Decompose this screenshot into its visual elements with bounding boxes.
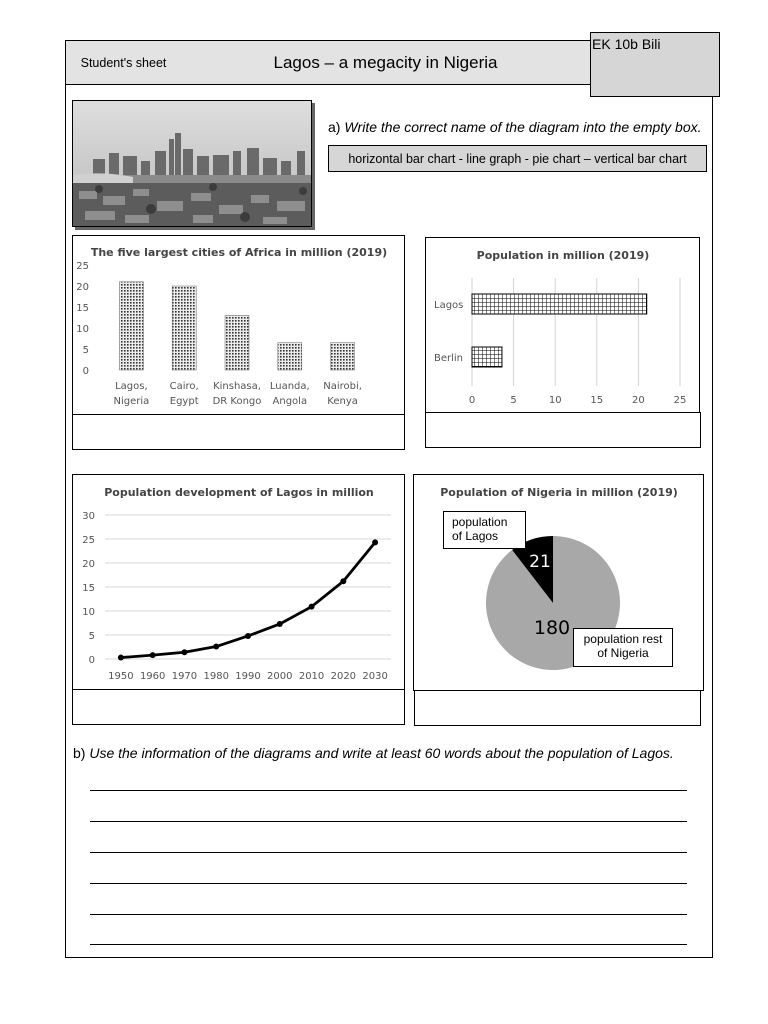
- x-tick-label: DR Kongo: [212, 396, 262, 407]
- y-tick-label: Lagos: [434, 300, 464, 311]
- x-tick-label: 1950: [108, 671, 134, 682]
- pie-label-lagos: [443, 511, 526, 549]
- y-tick-label: 0: [82, 366, 89, 377]
- x-tick-label: 1990: [235, 671, 261, 682]
- y-tick-label: 10: [76, 324, 89, 335]
- x-tick-label: Angola: [272, 396, 308, 407]
- skyline-illustration: [73, 101, 312, 227]
- horizontal-bar-chart-box: [425, 237, 700, 414]
- writing-line[interactable]: [90, 821, 687, 822]
- x-tick-label: 15: [590, 395, 604, 406]
- x-tick-label: 1960: [139, 671, 166, 682]
- bar: [278, 343, 302, 370]
- x-tick-label: Lagos,: [115, 381, 148, 392]
- x-tick-label: 25: [673, 395, 687, 406]
- y-tick-label: 15: [76, 303, 89, 314]
- line-graph-box: [72, 474, 405, 690]
- chart-title: Population of Nigeria in million (2019): [440, 486, 678, 499]
- y-tick-label: 5: [88, 631, 95, 642]
- data-point: [309, 604, 315, 610]
- data-point: [118, 655, 124, 661]
- chart-title: Population in million (2019): [476, 249, 650, 262]
- x-tick-label: 1970: [171, 671, 198, 682]
- task-b-label: b): [73, 745, 86, 761]
- data-point: [213, 644, 219, 650]
- line-graph: [73, 475, 404, 689]
- writing-line[interactable]: [90, 914, 687, 915]
- x-tick-label: Nairobi,: [323, 381, 362, 392]
- x-tick-label: Kinshasa,: [213, 381, 261, 392]
- data-point: [277, 621, 283, 627]
- y-tick-label: 0: [88, 655, 95, 666]
- x-tick-label: 2000: [267, 671, 293, 682]
- answer-box-2[interactable]: [425, 412, 701, 448]
- bar: [172, 286, 196, 370]
- task-a-text: Write the correct name of the diagram into the empty box.: [344, 119, 702, 135]
- writing-line[interactable]: [90, 852, 687, 853]
- page-title: Lagos – a megacity in Nigeria: [181, 40, 591, 85]
- y-tick-label: Berlin: [434, 353, 464, 364]
- y-tick-label: 15: [82, 583, 95, 594]
- horizontal-bar-chart: [426, 238, 699, 413]
- y-tick-label: 25: [76, 261, 89, 272]
- x-tick-label: Egypt: [169, 396, 199, 407]
- word-bank: horizontal bar chart - line graph - pie chart – vertical bar chart: [328, 145, 707, 172]
- bar: [225, 315, 249, 370]
- slice-value-label: 21: [529, 552, 551, 572]
- pie-label-lagos-text: population of Lagos: [452, 515, 508, 543]
- y-tick-label: 5: [82, 345, 89, 356]
- x-tick-label: Cairo,: [169, 381, 199, 392]
- data-point: [245, 633, 251, 639]
- answer-box-1[interactable]: [72, 414, 405, 450]
- x-tick-label: Nigeria: [113, 396, 150, 407]
- series-line: [121, 542, 375, 657]
- lagos-skyline-photo: [72, 100, 312, 227]
- x-tick-label: 2020: [330, 671, 357, 682]
- data-point: [340, 578, 346, 584]
- data-point: [150, 652, 156, 658]
- x-tick-label: 1980: [203, 671, 229, 682]
- task-a-instruction: [328, 119, 702, 135]
- data-point: [181, 649, 187, 655]
- class-code: EK 10b Bili: [590, 32, 720, 97]
- pie-label-rest: [573, 628, 673, 667]
- x-tick-label: 10: [548, 395, 562, 406]
- x-tick-label: 5: [510, 395, 517, 406]
- writing-line[interactable]: [90, 790, 687, 791]
- y-tick-label: 20: [76, 282, 89, 293]
- y-tick-label: 10: [82, 607, 95, 618]
- task-b-instruction: [73, 745, 674, 761]
- vertical-bar-chart: [73, 236, 404, 414]
- data-point: [372, 539, 378, 545]
- task-b-text: Use the information of the diagrams and write at least 60 words about the population of Lagos.: [89, 745, 674, 761]
- answer-box-4[interactable]: [414, 690, 701, 726]
- bar: [472, 347, 502, 367]
- writing-line[interactable]: [90, 944, 687, 945]
- bar: [119, 282, 143, 370]
- bar: [472, 294, 647, 314]
- y-tick-label: 30: [82, 511, 95, 522]
- y-tick-label: 20: [82, 559, 95, 570]
- x-tick-label: Luanda,: [269, 381, 310, 392]
- task-a-label: a): [328, 119, 341, 135]
- student-sheet-label: Student's sheet: [65, 40, 182, 85]
- x-tick-label: 2010: [298, 671, 325, 682]
- pie-label-rest-text: population rest of Nigeria: [583, 632, 663, 660]
- y-tick-label: 25: [82, 535, 95, 546]
- x-tick-label: 0: [468, 395, 476, 406]
- x-tick-label: 20: [632, 395, 645, 406]
- bar: [331, 343, 355, 370]
- chart-title: The five largest cities of Africa in million (2019): [90, 246, 388, 259]
- chart-title: Population development of Lagos in million: [104, 486, 374, 499]
- x-tick-label: Kenya: [327, 396, 358, 407]
- x-tick-label: 2030: [362, 671, 388, 682]
- answer-box-3[interactable]: [72, 689, 405, 725]
- vertical-bar-chart-box: [72, 235, 405, 415]
- slice-value-label: 180: [533, 617, 571, 639]
- writing-line[interactable]: [90, 883, 687, 884]
